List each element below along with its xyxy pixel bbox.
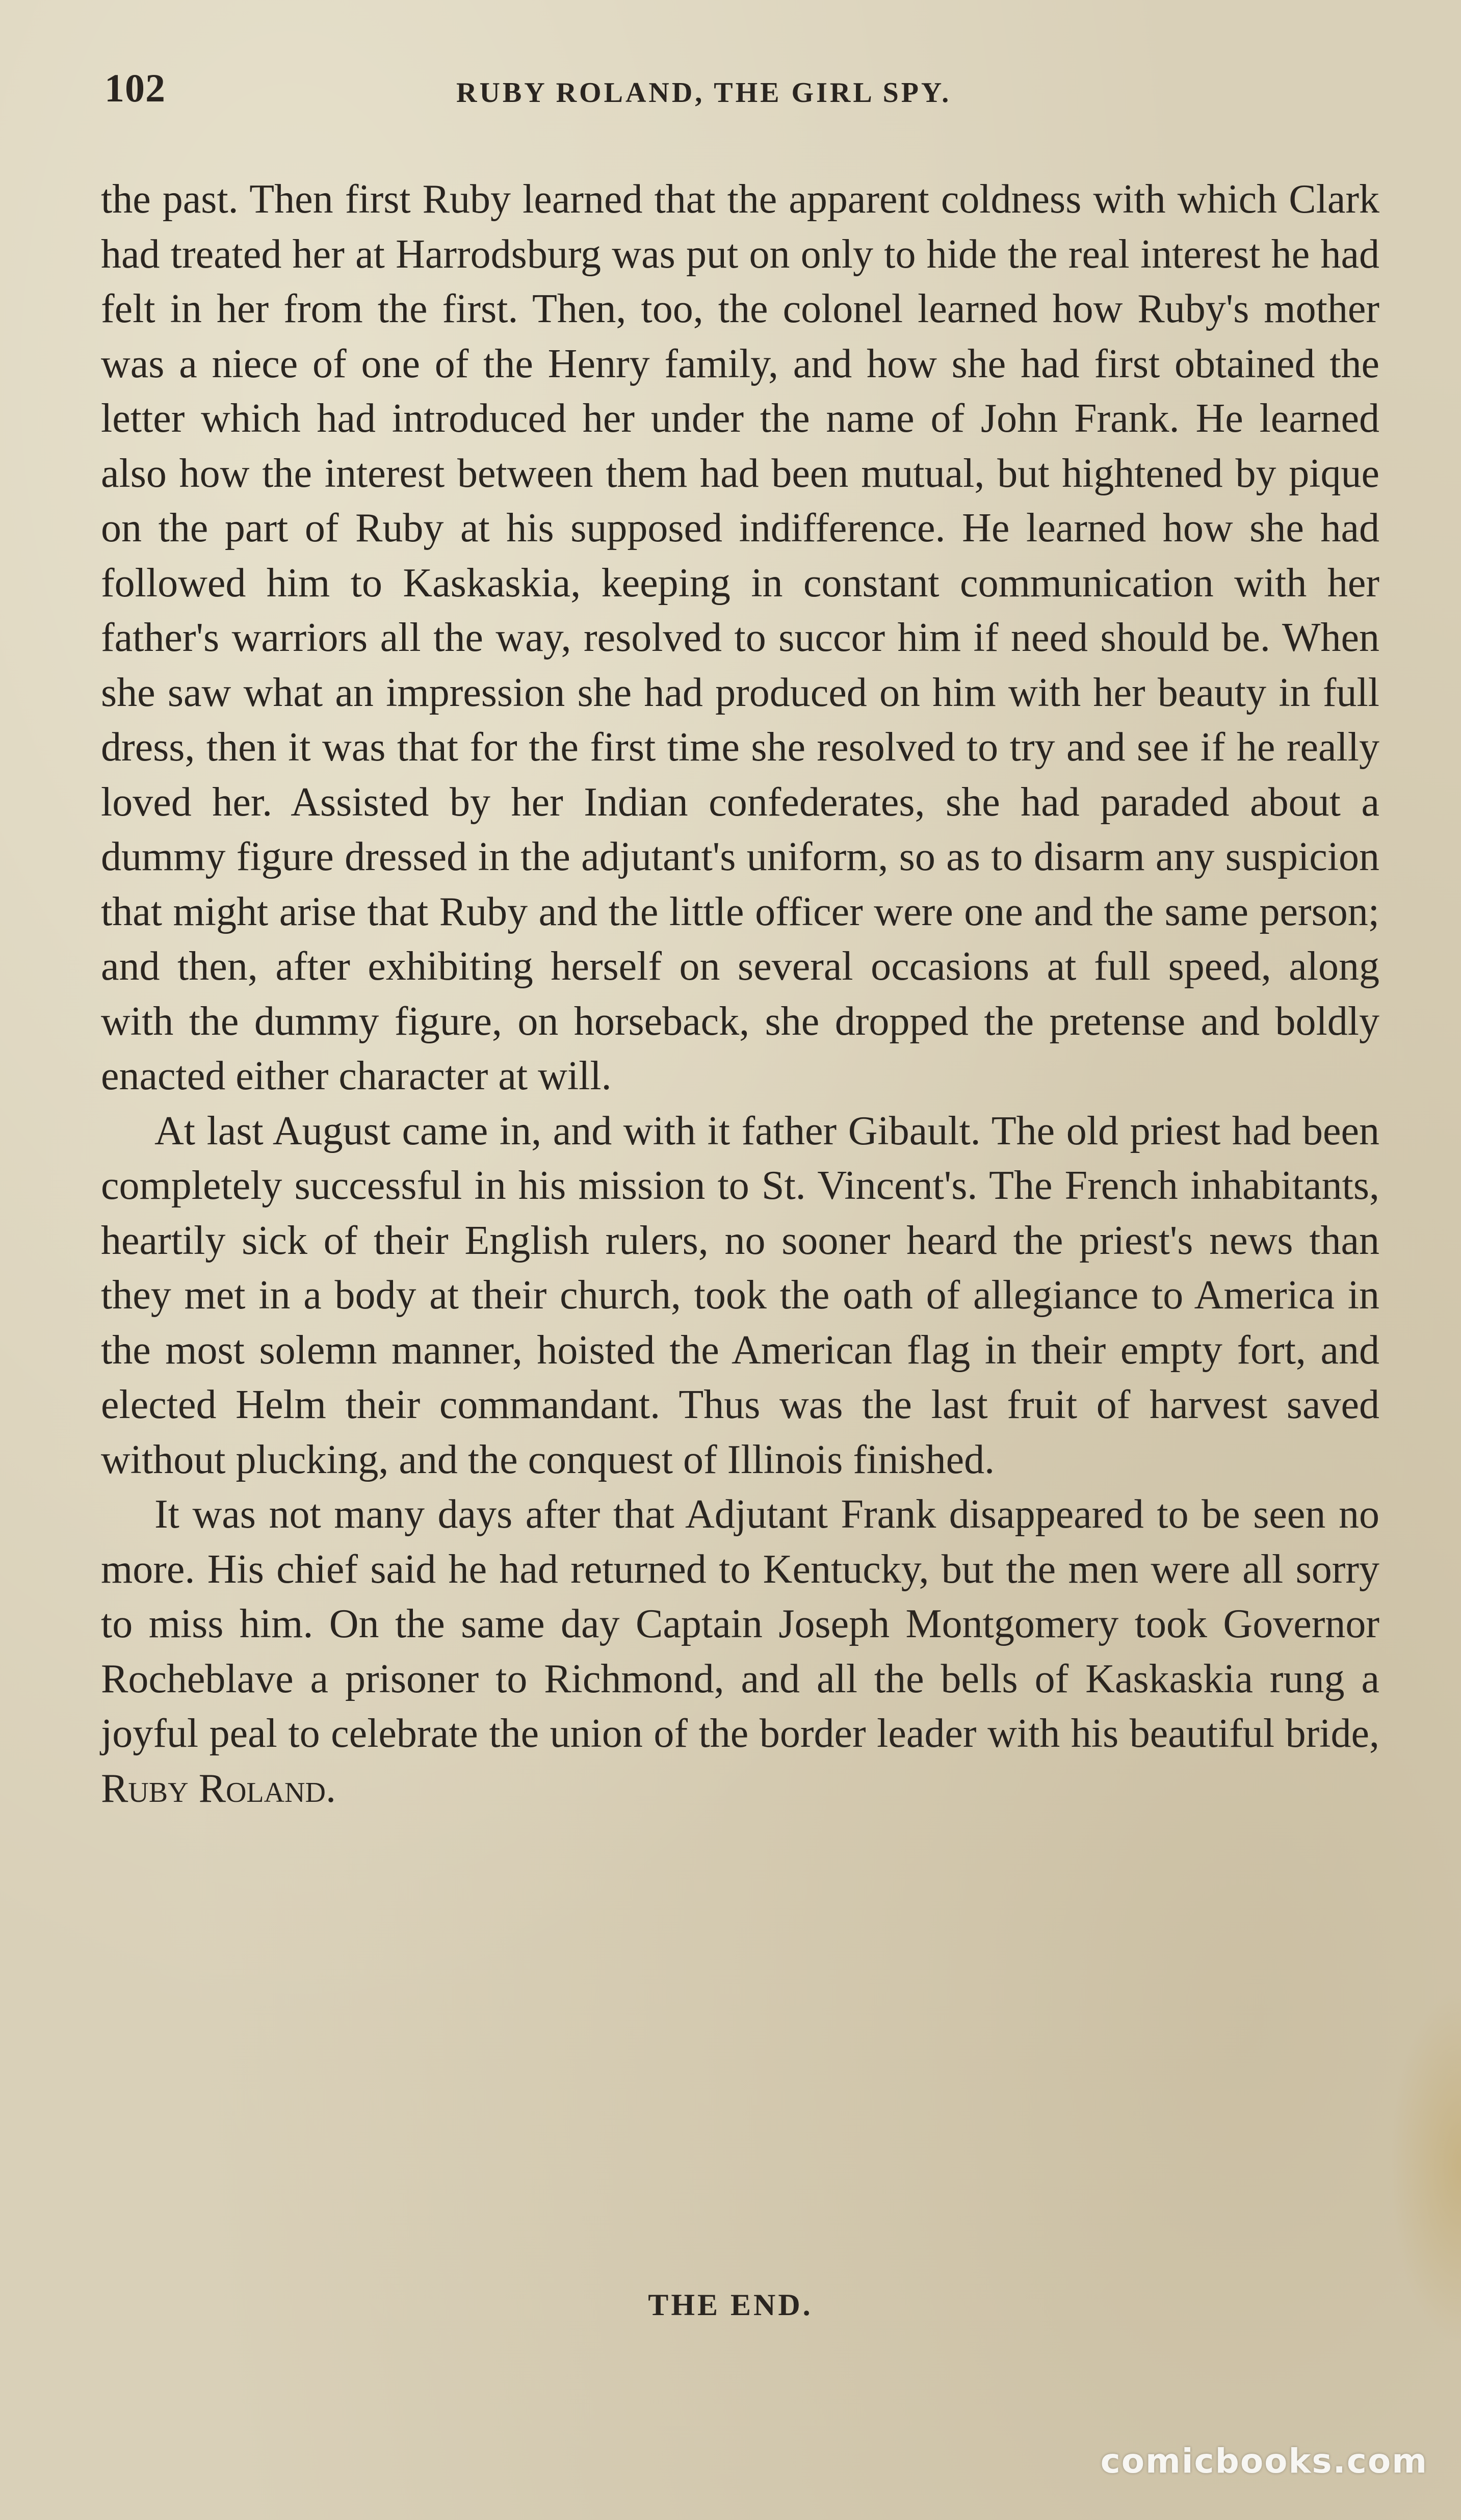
paragraph-3-text: It was not many days after that Adjutant Frank disappeared to be seen no more. His chief said he had returned to Kentucky, but the men were all sorry to miss him. On the same day Captain Joseph Montgomery took Governor Rocheblave a prisoner to Richmond, and all the bells of Kaskaskia rung a joyful peal to celebrate the union of the border leader with his beautiful bride,: [101, 1492, 1379, 1756]
site-watermark: comicbooks.com: [1100, 2442, 1428, 2481]
paragraph-1: the past. Then first Ruby learned that the apparent coldness with which Clark had treated her at Harrodsburg was put on only to hide the real interest he had felt in her from the first. Then, too, the colonel learned how Ruby's mother was a niece of one of the Henry family, and how she had first obtained the letter which had introduced her under the name of John Frank. He learned also how the interest between them had been mutual, but hightened by pique on the part of Ruby at his supposed indifference. He learned how she had followed him to Kaskaskia, keeping in constant communication with her father's warriors all the way, resolved to succor him if need should be. When she saw what an impression she had produced on him with her beauty in full dress, then it was that for the first time she resolved to try and see if he really loved her. Assisted by her Indian confederates, she had paraded about a dummy figure dressed in the adjutant's uniform, so as to disarm any suspicion that might arise that Ruby and the little officer were one and the same person; and then, after exhibiting herself on several occasions at full speed, along with the dummy figure, on horseback, she dropped the pretense and boldly enacted either character at will.: [101, 177, 1379, 1098]
page-number: 102: [105, 66, 166, 110]
heroine-name: Ruby Roland: [101, 1766, 326, 1811]
the-end: THE END.: [648, 2288, 813, 2322]
body-text: [101, 172, 1379, 1816]
paragraph-3: [101, 1487, 1379, 1816]
paragraph-3-period: .: [325, 1766, 336, 1811]
running-title: RUBY ROLAND, THE GIRL SPY.: [456, 77, 952, 109]
paragraph-2: At last August came in, and with it father Gibault. The old priest had been completely successful in his mission to St. Vincent's. The French inhabitants, heartily sick of their English rulers, no sooner heard the priest's news than they met in a body at their church, took the oath of allegiance to America in the most solemn manner, hoisted the American flag in their empty fort, and elected Helm their commandant. Thus was the last fruit of harvest saved without plucking, and the conquest of Illinois finished.: [101, 1108, 1379, 1482]
